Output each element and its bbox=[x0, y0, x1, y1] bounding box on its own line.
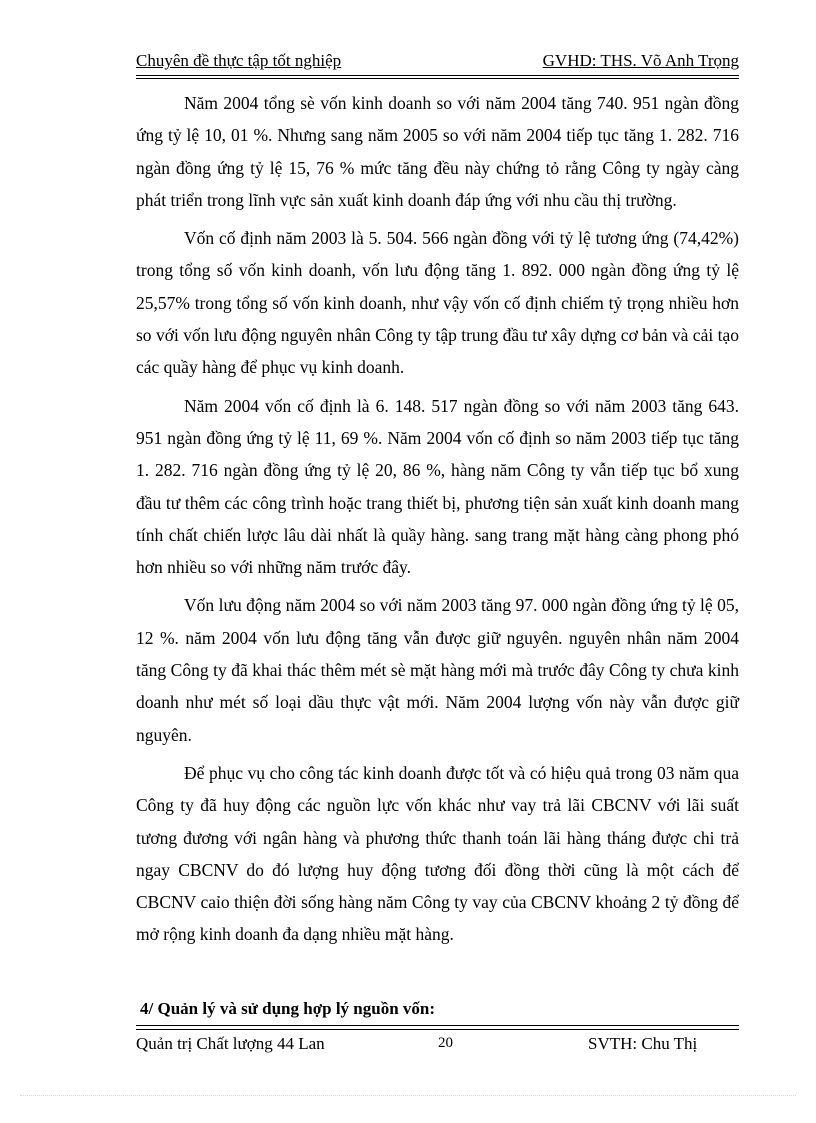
paragraph-1: Năm 2004 tổng sè vốn kinh doanh so với năm 2004 tăng 740. 951 ngàn đồng ứng tỷ lệ 10, 01 %. Nhưng sang năm 2005 so với năm 2004 tiếp tục tăng 1. 282. 716 ngàn đồng ứng tỷ lệ 15, 76 % mức tăng đều này chứng tỏ rằng Công ty ngày càng phát triển trong lĩnh vực sản xuất kinh doanh đáp ứng với nhu cầu thị trường. bbox=[136, 93, 739, 210]
page-number: 20 bbox=[438, 1035, 453, 1051]
footer-rule-double bbox=[136, 1029, 739, 1030]
header-rule bbox=[136, 75, 739, 76]
paragraph-3: Năm 2004 vốn cố định là 6. 148. 517 ngàn đồng so với năm 2003 tăng 643. 951 ngàn đồng ứng tỷ lệ 11, 69 %. Năm 2004 vốn cố định so năm 2003 tiếp tục tăng 1. 282. 716 ngàn đồng ứng tỷ lệ 20, 86 %, hàng năm Công ty vẫn tiếp tục bổ xung đầu tư thêm các công trình hoặc trang thiết bị, phương tiện sản xuất kinh doanh mang tính chất chiến lược lâu dài nhất là quầy hàng. sang trang mặt hàng càng phong phó hơn nhiều so với những năm trước đây. bbox=[136, 395, 739, 578]
paragraph-5: Để phục vụ cho công tác kinh doanh được tốt và có hiệu quả trong 03 năm qua Công ty đã huy động các nguồn lực vốn khác như vay trả lãi CBCNV với lãi suất tương đương với ngân hàng và phương thức thanh toán lãi hàng tháng được chi trả ngay CBCNV do đó lượng huy động tương đối đồng thời cũng là một cách để CBCNV caỉo thiện đời sống hàng năm Công ty vay của CBCNV khoảng 2 tỷ đồng để mở rộng kinh doanh đa dạng nhiều mặt hàng. bbox=[136, 762, 739, 945]
footer-rule bbox=[136, 1025, 739, 1026]
page-header bbox=[136, 50, 739, 74]
header-rule-double bbox=[136, 78, 739, 79]
footer-course: Quản trị Chất lượng 44 Lan bbox=[136, 1034, 325, 1053]
paragraph-2: Vốn cố định năm 2003 là 5. 504. 566 ngàn đồng với tỷ lệ tương ứng (74,42%) trong tổng số vốn kinh doanh, vốn lưu động tăng 1. 892. 000 ngàn đồng ứng tỷ lệ 25,57% trong tổng số vốn kinh doanh, như vậy vốn cố định chiếm tỷ trọng nhiều hơn so với vốn lưu động nguyên nhân Công ty tập trung đầu tư xây dựng cơ bản và cải tạo các quầy hàng để phục vụ kinh doanh. bbox=[136, 228, 739, 378]
header-document-title: Chuyên đề thực tập tốt nghiệp bbox=[136, 51, 342, 70]
header-supervisor: GVHD: THS. Võ Anh Trọng bbox=[542, 51, 739, 70]
footer-student: SVTH: Chu Thị bbox=[588, 1034, 698, 1053]
paragraph-4: Vốn lưu động năm 2004 so với năm 2003 tăng 97. 000 ngàn đồng ứng tỷ lệ 05, 12 %. năm 2004 vốn lưu động tăng vẫn được giữ nguyên. nguyên nhân năm 2004 tăng Công ty đã khai thác thêm mét sè mặt hàng mới mà trước đây Công ty chưa kinh doanh như mét số loại dầu thực vật mới. Năm 2004 lượng vốn này vẫn được giữ nguyên. bbox=[136, 595, 739, 745]
section-heading: 4/ Quản lý và sử dụng hợp lý nguồn vốn: bbox=[140, 999, 436, 1018]
page-edge-dotted-line bbox=[20, 1095, 796, 1096]
body-text bbox=[136, 87, 739, 957]
